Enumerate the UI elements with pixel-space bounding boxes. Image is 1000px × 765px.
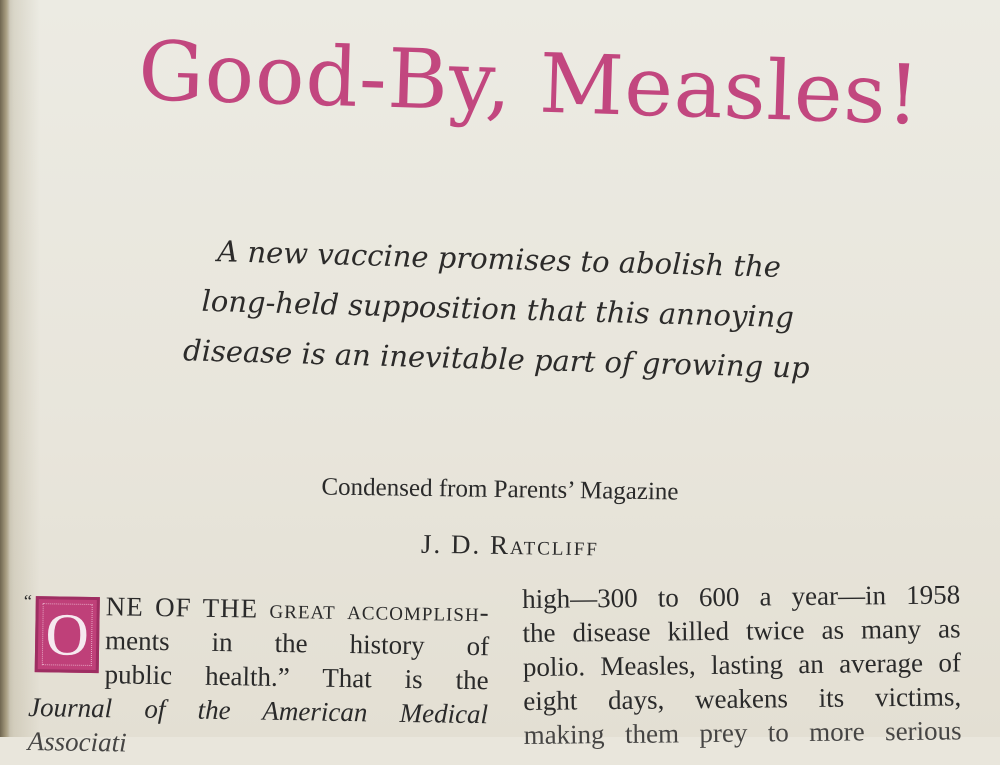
author-byline: J. D. Ratcliff xyxy=(420,528,600,562)
body-text-line: high—300 to 600 a year—in 1958 xyxy=(522,579,961,614)
subtitle-line: A new vaccine promises to abolish the xyxy=(216,234,782,284)
page-binding-shadow xyxy=(0,0,10,737)
body-column-right xyxy=(522,577,962,752)
body-column-left xyxy=(23,588,490,765)
body-text-line: ments in the history of xyxy=(104,625,490,662)
subtitle-line: long-held supposition that this annoying xyxy=(201,283,795,335)
drop-cap-letter: O xyxy=(35,596,100,673)
body-text-line: public health.” That is the xyxy=(104,659,489,696)
subtitle-line: disease is an inevitable part of growing up xyxy=(182,333,811,385)
source-credit: Condensed from Parents’ Magazine xyxy=(321,473,679,506)
body-text-line: eight days, weakens its victims, xyxy=(523,681,962,716)
body-text-line: Associati xyxy=(27,725,127,758)
body-text-line: polio. Measles, lasting an average of xyxy=(522,647,962,682)
article-title: Good-By, Measles! xyxy=(136,23,923,144)
body-text-line: NE OF THE great accomplish- xyxy=(105,591,490,628)
body-text-line: Journal of the American Medical xyxy=(27,691,489,730)
body-text-line: making them prey to more serious xyxy=(523,715,962,750)
open-quote-mark: “ xyxy=(23,590,32,612)
drop-cap-block xyxy=(23,588,112,681)
body-text-line: the disease killed twice as many as xyxy=(522,613,961,648)
article-subtitle xyxy=(136,224,860,394)
